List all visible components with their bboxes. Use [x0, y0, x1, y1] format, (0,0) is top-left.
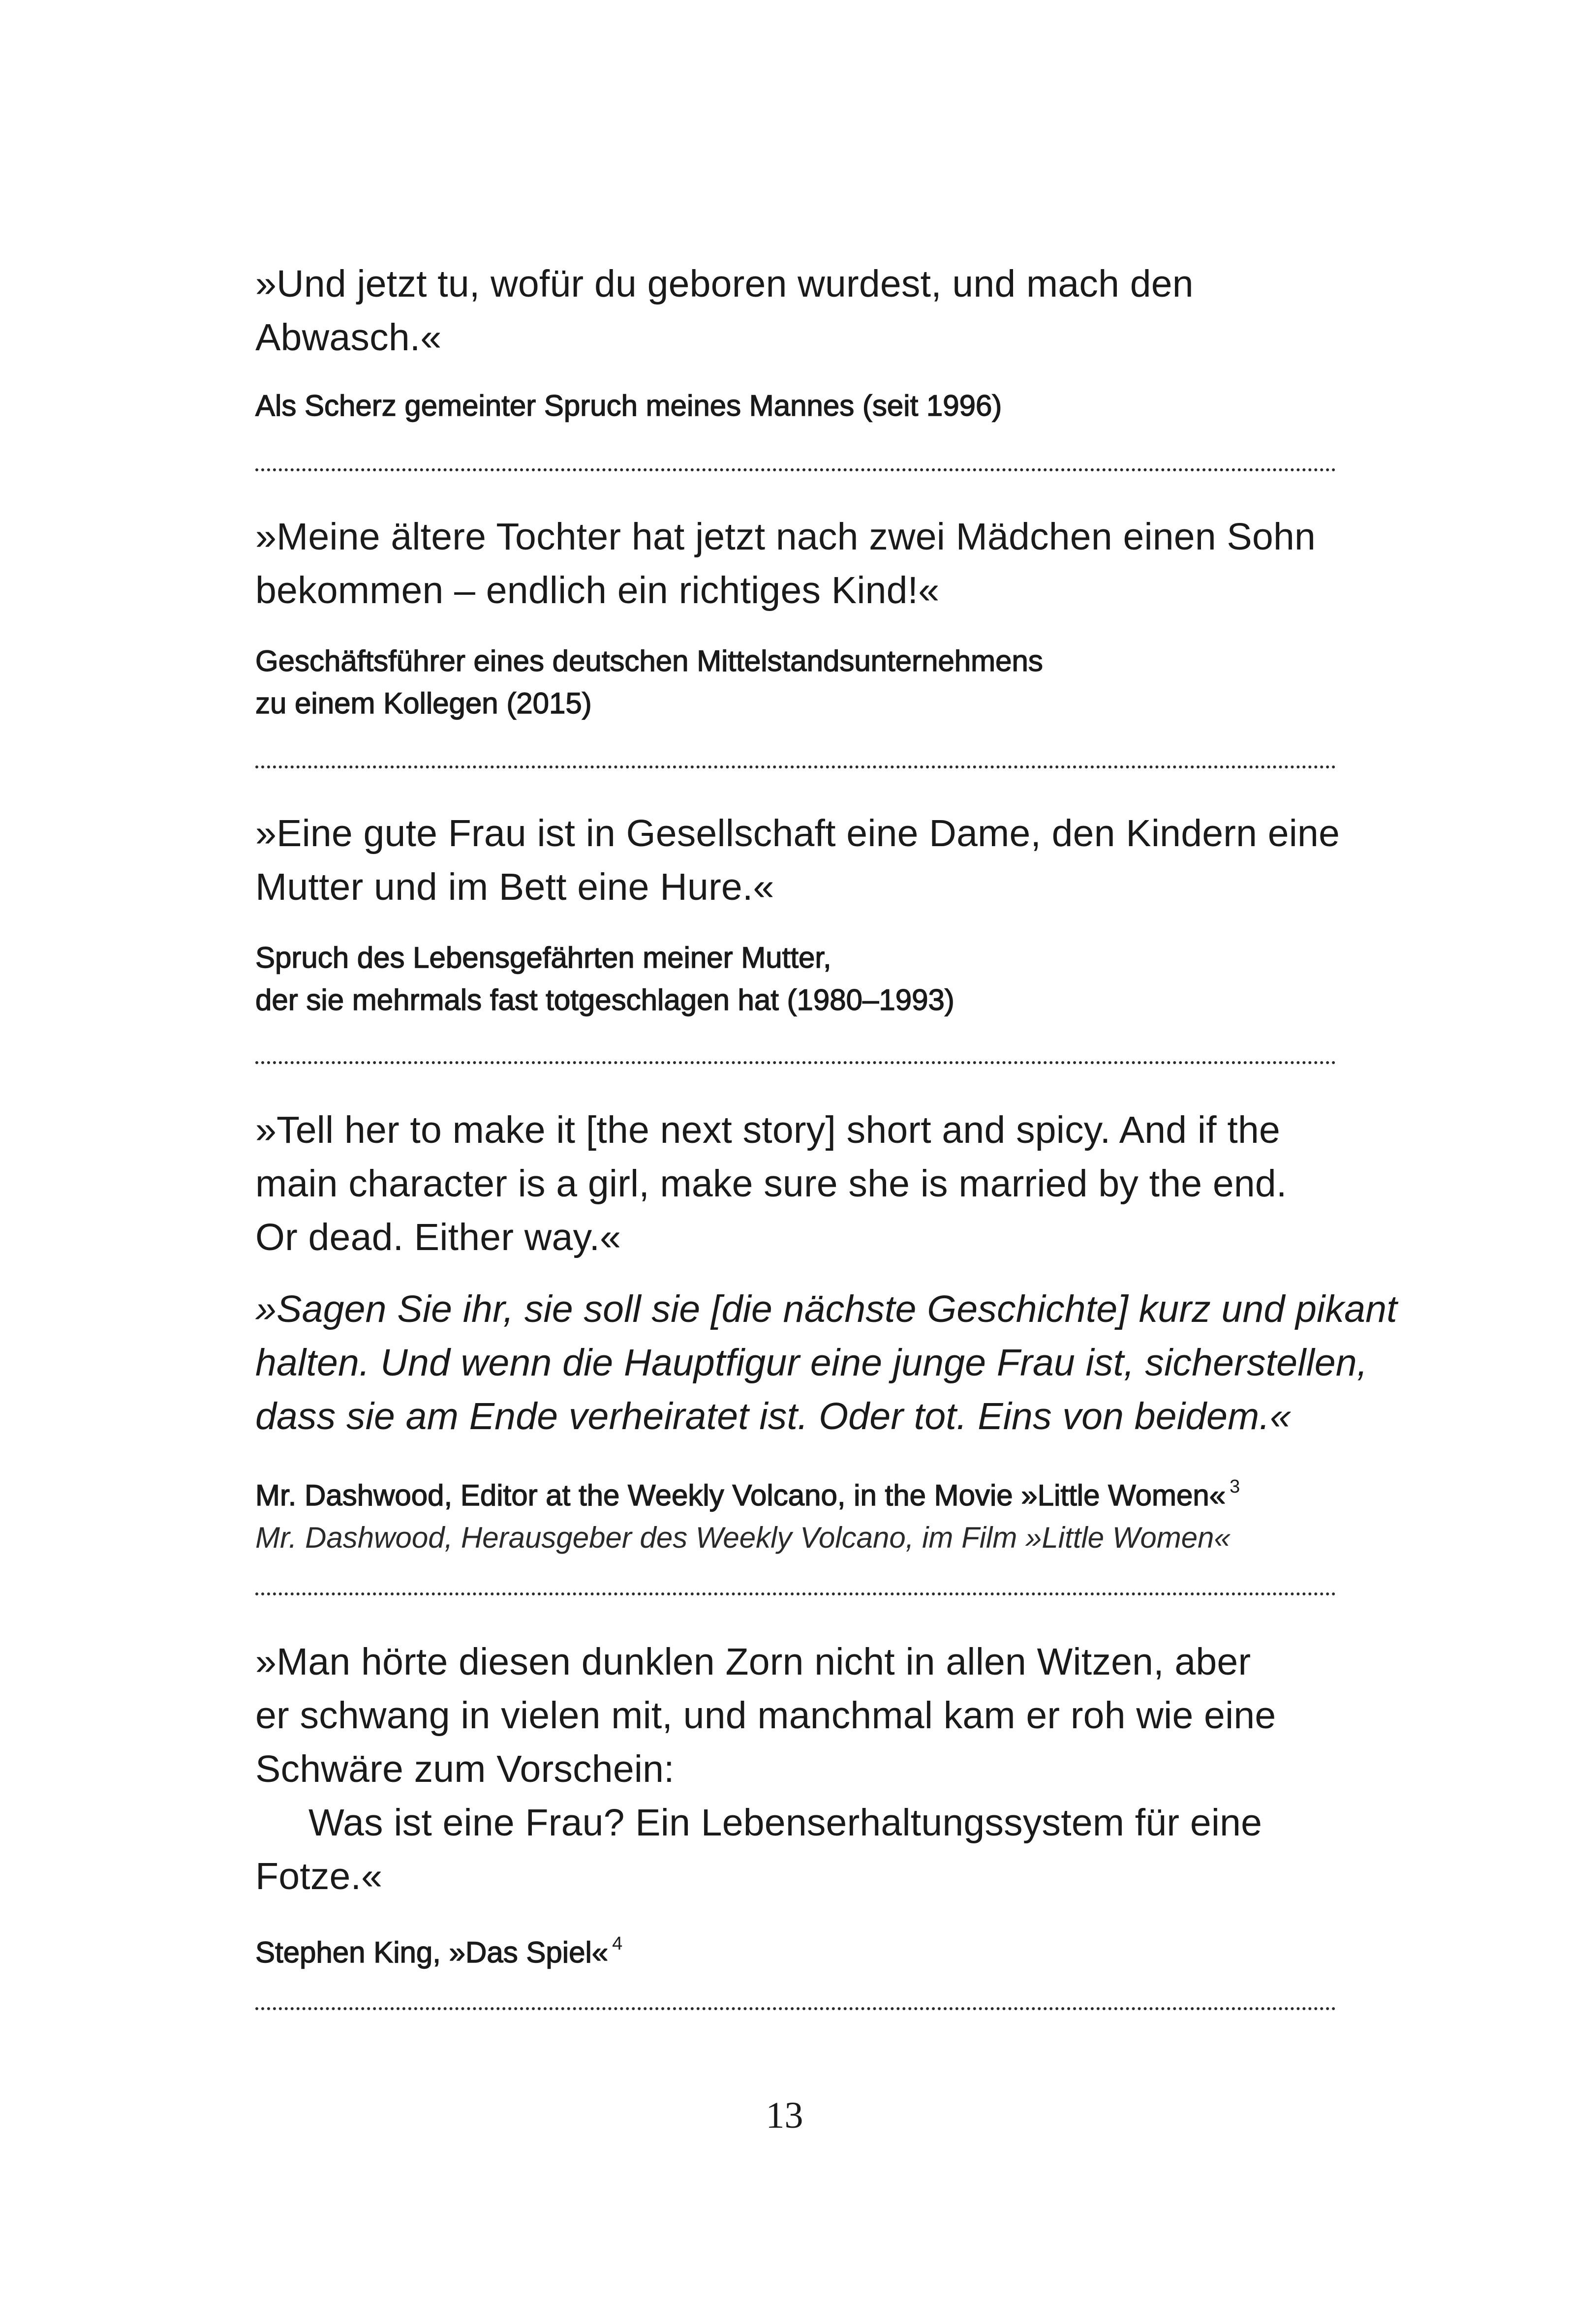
quote-3-source-line-1: Spruch des Lebensgefährten meiner Mutter,: [255, 941, 831, 974]
quote-2-line-1: »Meine ältere Tochter hat jetzt nach zwei Mädchen einen Sohn: [255, 516, 1316, 558]
quote-1-source-line-1: Als Scherz gemeinter Spruch meines Mannes (seit 1996): [255, 389, 1002, 422]
quote-2-source: [255, 640, 1338, 725]
quote-2-line-2: bekommen – endlich ein richtiges Kind!«: [255, 569, 940, 612]
quote-5-source-line-1: [255, 1923, 1338, 1974]
quote-4-source: [255, 1466, 1338, 1559]
quote-1: [255, 257, 1338, 365]
quote-5-line-1: »Man hörte diesen dunklen Zorn nicht in allen Witzen, aber: [255, 1641, 1251, 1683]
footnote-marker-4: 4: [612, 1933, 623, 1954]
quote-4-translation: [255, 1283, 1397, 1443]
dotted-divider-1: [255, 468, 1336, 471]
quote-2-source-line-1: Geschäftsführer eines deutschen Mittelstandsunternehmens: [255, 644, 1043, 677]
quote-2: [255, 510, 1338, 617]
page-number: 13: [766, 2095, 803, 2136]
quote-4-translation-line-1: »Sagen Sie ihr, sie soll sie [die nächste Geschichte] kurz und pikant: [255, 1288, 1397, 1330]
dotted-divider-5: [255, 2007, 1336, 2010]
quote-5: [255, 1635, 1338, 1903]
quote-3-source: [255, 937, 1338, 1021]
quote-4-line-2: main character is a girl, make sure she is married by the end.: [255, 1162, 1287, 1205]
quote-5-line-2: er schwang in vielen mit, und manchmal kam er roh wie eine: [255, 1694, 1276, 1737]
quote-4-line-1: »Tell her to make it [the next story] short and spicy. And if the: [255, 1109, 1281, 1151]
footnote-marker-3: 3: [1230, 1476, 1240, 1497]
quote-4: [255, 1103, 1338, 1264]
quote-5-line-4: Was ist eine Frau? Ein Lebenserhaltungssystem für eine: [308, 1802, 1262, 1844]
quote-5-line-5: Fotze.«: [255, 1855, 383, 1897]
quote-3: [255, 807, 1338, 914]
dotted-divider-2: [255, 765, 1336, 768]
quote-4-source-line-1: [255, 1466, 1338, 1517]
quote-5-source: [255, 1923, 1338, 1974]
quote-3-line-2: Mutter und im Bett eine Hure.«: [255, 866, 774, 908]
quote-4-translation-line-2: halten. Und wenn die Hauptfigur eine junge Frau ist, sicherstellen,: [255, 1342, 1368, 1384]
quote-5-source-text: Stephen King, »Das Spiel«: [255, 1936, 609, 1969]
quote-4-translation-line-3: dass sie am Ende verheiratet ist. Oder tot. Eins von beidem.«: [255, 1395, 1292, 1437]
quote-2-source-line-2: zu einem Kollegen (2015): [255, 687, 592, 720]
quote-4-source-translation: Mr. Dashwood, Herausgeber des Weekly Volcano, im Film »Little Women«: [255, 1521, 1231, 1554]
quote-1-line-2: Abwasch.«: [255, 316, 442, 359]
quote-4-source-text: Mr. Dashwood, Editor at the Weekly Volcano, in the Movie »Little Women«: [255, 1479, 1226, 1512]
quote-4-line-3: Or dead. Either way.«: [255, 1216, 621, 1258]
quote-5-line-3: Schwäre zum Vorschein:: [255, 1748, 675, 1790]
quote-3-line-1: »Eine gute Frau ist in Gesellschaft eine Dame, den Kindern eine: [255, 812, 1340, 855]
quote-1-line-1: »Und jetzt tu, wofür du geboren wurdest, und mach den: [255, 263, 1194, 305]
quote-3-source-line-2: der sie mehrmals fast totgeschlagen hat (1980–1993): [255, 983, 954, 1016]
dotted-divider-4: [255, 1592, 1336, 1595]
dotted-divider-3: [255, 1061, 1336, 1064]
quote-1-source: [255, 385, 1338, 427]
